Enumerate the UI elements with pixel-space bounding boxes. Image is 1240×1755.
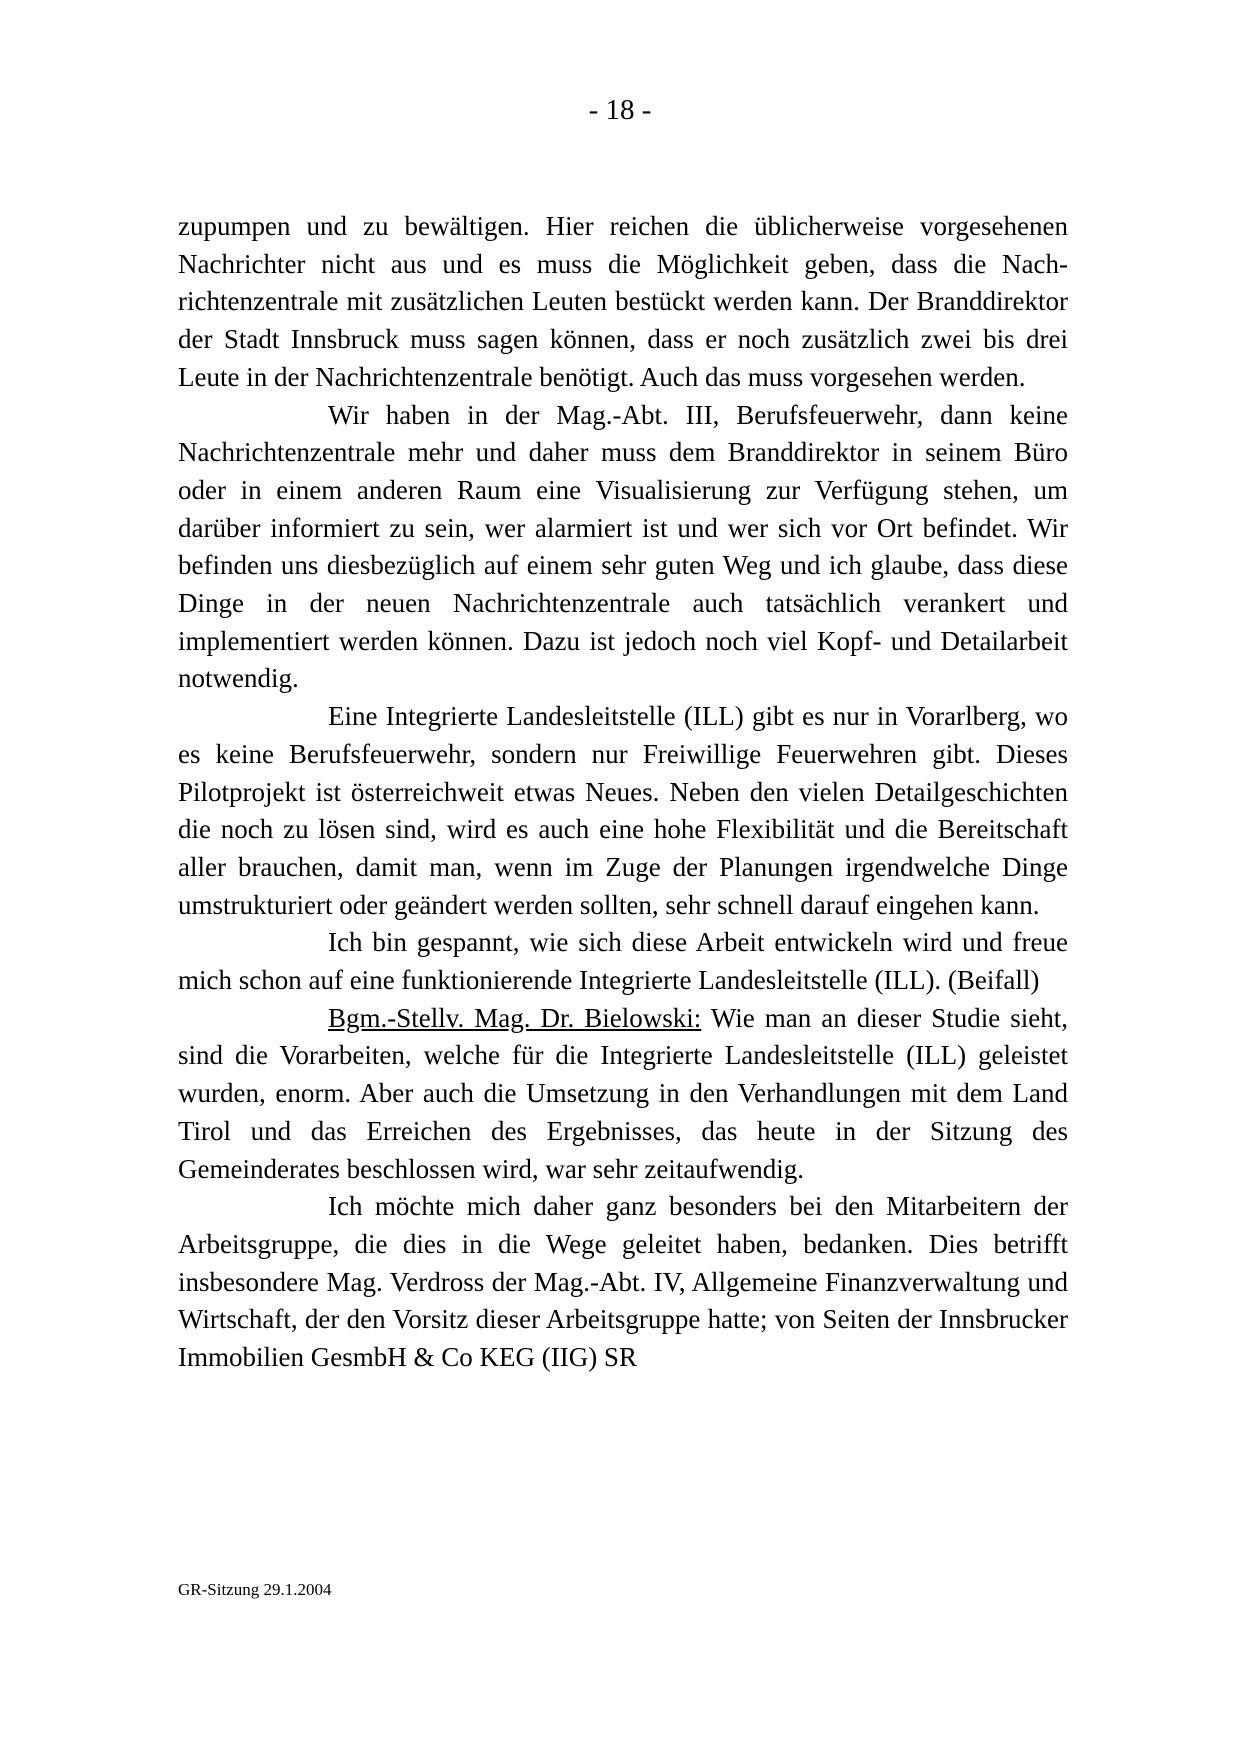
page-number: - 18 - xyxy=(588,94,652,126)
paragraph-6: Ich möchte mich daher ganz besonders bei den Mitarbeitern der Arbeitsgruppe, die dies in die Wege geleitet haben, bedanken. Dies betrifft insbesondere Mag. Verdross der Mag.-Abt. IV, Allgemeine Finanzverwaltung und Wirtschaft, der den Vorsitz dieser Arbeitsgruppe hatte; von Seiten der Innsbrucker Immobilien GesmbH & Co KEG (IIG) SR xyxy=(178,1191,1068,1373)
paragraph-4: Ich bin gespannt, wie sich diese Arbeit entwickeln wird und freue mich schon auf eine funktionierende Integrierte Landesleitstelle (ILL). (Beifall) xyxy=(178,927,1068,996)
speaker-statement: Wie man an dieser Studie sieht, sind die Vorarbeiten, welche für die Integrierte Landesleitstelle (ILL) geleistet wurden, enorm. Aber auch die Umsetzung in den Verhandlungen mit dem Land Tirol und das Erreichen des Ergebnisses, das heute in der Sitzung des Gemeinderates beschlossen wird, war sehr zeitaufwendig. xyxy=(178,1002,1069,1184)
paragraph-5 xyxy=(178,1000,1068,1189)
speaker-name: Bgm.-Stellv. Mag. Dr. Bielowski: xyxy=(328,1002,702,1033)
paragraph-3: Eine Integrierte Landesleitstelle (ILL) gibt es nur in Vorarlberg, wo es keine Berufsfeuerwehr, sondern nur Freiwillige Feuerwehren gibt. Dieses Pilotprojekt ist österreichweit etwas Neues. Neben den vielen Detailgeschichten die noch zu lösen sind, wird es auch eine hohe Flexibilität und die Bereitschaft aller brauchen, damit man, wenn im Zuge der Planungen irgendwelche Dinge umstrukturiert oder geändert werden sollten, sehr schnell darauf eingehen kann. xyxy=(178,701,1068,920)
paragraph-1: zupumpen und zu bewältigen. Hier reichen die üblicherweise vorgesehenen Nachrichter nicht aus und es muss die Möglichkeit geben, dass die Nachrichtenzentrale mit zusätzlichen Leuten bestückt werden kann. Der Branddirektor der Stadt Innsbruck muss sagen können, dass er noch zusätzlich zwei bis drei Leute in der Nachrichtenzentrale benötigt. Auch das muss vorgesehen werden. xyxy=(178,211,1068,392)
footer-session-date: GR-Sitzung 29.1.2004 xyxy=(178,1580,332,1599)
document-body xyxy=(178,208,1068,1377)
paragraph-2: Wir haben in der Mag.-Abt. III, Berufsfeuerwehr, dann keine Nachrichtenzentrale mehr und daher muss dem Branddirektor in seinem Büro oder in einem anderen Raum eine Visualisierung zur Verfügung stehen, um darüber informiert zu sein, wer alarmiert ist und wer sich vor Ort befindet. Wir befinden uns diesbezüglich auf einem sehr guten Weg und ich glaube, dass diese Dinge in der neuen Nachrichtenzentrale auch tatsächlich verankert und implementiert werden können. Dazu ist jedoch noch viel Kopf- und Detailarbeit notwendig. xyxy=(178,399,1068,694)
